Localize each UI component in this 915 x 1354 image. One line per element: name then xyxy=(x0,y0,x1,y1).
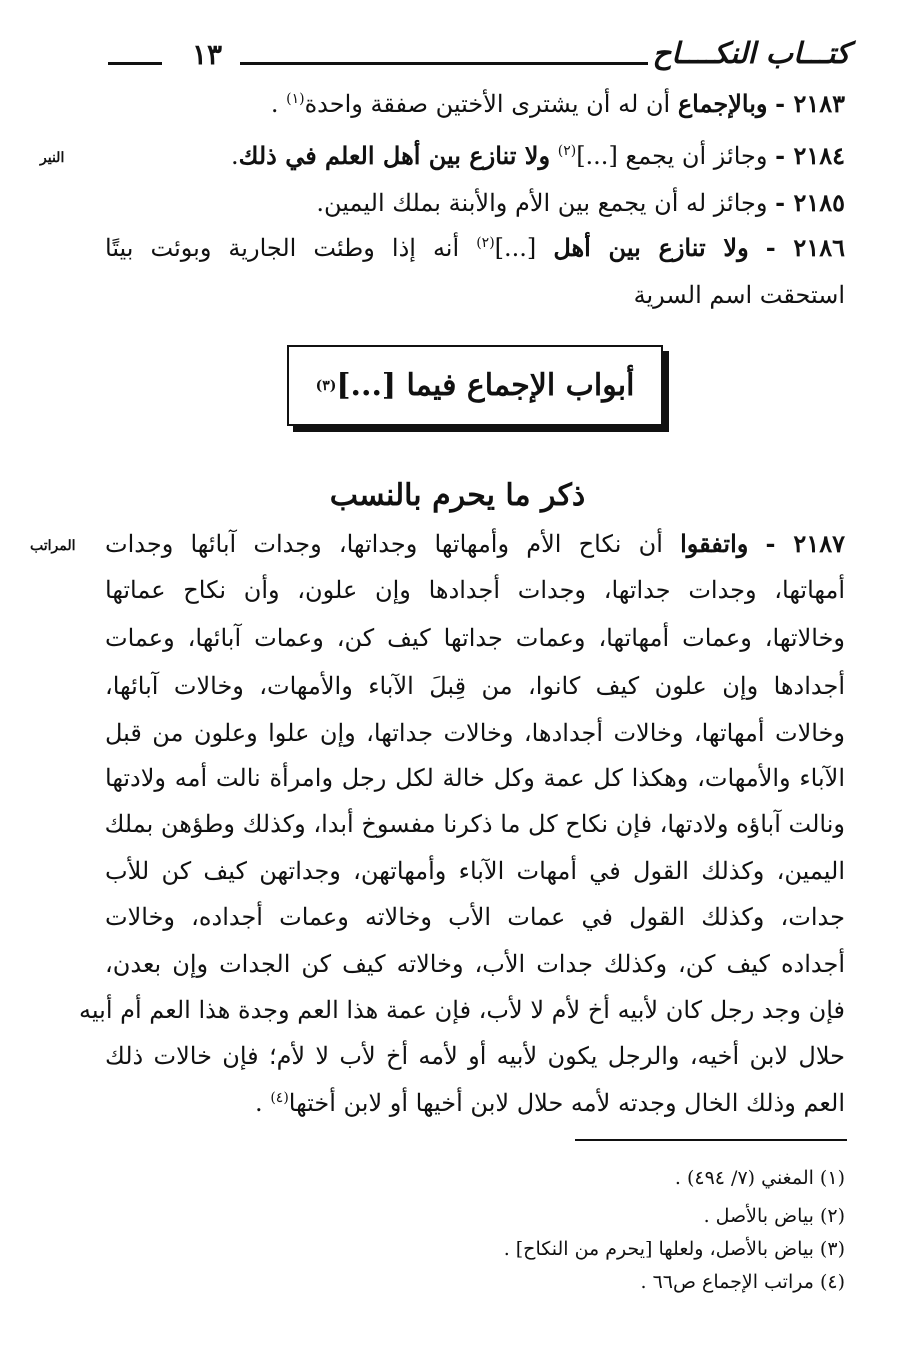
entry-2185 xyxy=(316,189,845,218)
header-rule-middle xyxy=(240,62,648,65)
body-line: الآباء والأمهات، وهكذا كل عمة وكل خالة لكل رجل وامرأة نالت أمه ولادتها xyxy=(105,764,845,792)
entry-2184 xyxy=(231,142,845,171)
footnote-4: (٤) مراتب الإجماع ص٦٦ . xyxy=(640,1271,845,1293)
body-line: أمهاتها، وجدات جداتها، وجدات أجدادها وإن علون، وأن نكاح عماتها xyxy=(105,576,845,604)
body-line: اليمين، وكذلك القول في أمهات الآباء وأمهاتهن، وجداتهن كيف كن للأب xyxy=(105,857,845,885)
body-line-last xyxy=(255,1090,845,1118)
body-line: أجدادها وإن علون كيف كانوا، من قِبلَ الآباء والأمهات، وخالات آبائها، xyxy=(105,672,845,700)
body-line: جدات، وكذلك القول في عمات الأب وخالاته وعمات أجداده، وخالات xyxy=(105,903,845,931)
running-header xyxy=(100,36,850,76)
footnote-ref: (١) xyxy=(286,91,305,107)
body-line: وخالات أمهاتها، وخالات أجدادها، وخالات جداتها، وإن علوا وعلون من قبل xyxy=(105,719,845,747)
entry-number: ٢١٨٦ - xyxy=(765,233,845,262)
entry-number: ٢١٨٣ - xyxy=(775,89,845,118)
section-title: أبواب الإجماع فيما [...] xyxy=(336,368,635,403)
entry-text: أن له أن يشترى الأختين صفقة واحدة xyxy=(304,90,671,118)
entry-bold-text: ولا تنازع بين أهل xyxy=(553,233,749,262)
entry-2186-continuation: استحقت اسم السرية xyxy=(633,281,845,309)
entry-text: أن نكاح الأم وأمهاتها وجداتها، وجدات آبائها وجدات xyxy=(105,530,663,558)
footnote-2: (٢) بياض بالأصل . xyxy=(703,1205,845,1227)
subheading: ذكر ما يحرم بالنسب xyxy=(329,478,586,513)
entry-2187-line-1 xyxy=(105,530,845,559)
entry-bold-text: واتفقوا xyxy=(680,529,749,558)
body-line: حلال لابن أخيه، والرجل يكون لأبيه أو لأمه أخ لأب لا لأم؛ فإن خالات ذلك xyxy=(105,1042,845,1070)
entry-number: ٢١٨٧ - xyxy=(765,529,845,558)
entry-tail: أنه إذا وطئت الجارية وبوئت بيتًا xyxy=(105,234,460,262)
entry-number: ٢١٨٥ - xyxy=(775,188,845,217)
footnote-ref: (٤) xyxy=(270,1090,289,1106)
margin-note-maratib: المراتب xyxy=(30,538,76,554)
entry-bold-text: ولا تنازع بين أهل العلم في ذلك xyxy=(238,141,551,170)
body-line: ونالت آباؤه ولادتها، فإن نكاح كل ما ذكرنا مفسوخ أبدا، وكذلك وطؤهن بملك xyxy=(104,810,845,838)
footnote-ref: (٢) xyxy=(557,143,577,159)
entry-tail: . xyxy=(270,90,279,118)
footnote-3: (٣) بياض بالأصل، ولعلها [يحرم من النكاح] . xyxy=(503,1238,845,1260)
entry-text: [...] xyxy=(494,234,537,262)
entry-text: وجائز له أن يجمع بين الأم والأبنة بملك اليمين. xyxy=(316,189,768,217)
entry-text: العم وذلك الخال وجدته لأمه حلال لابن أخيها أو لابن أختها xyxy=(288,1089,845,1117)
footnote-ref: (٢) xyxy=(476,235,495,251)
footnote-1: (١) المغني (٧/ ٤٩٤) . xyxy=(674,1167,845,1189)
footnote-separator xyxy=(575,1139,847,1141)
body-line: وخالاتها، وعمات أمهاتها، وعمات جداتها كيف كن، وعمات آبائها، وعمات xyxy=(105,624,845,652)
book-title: كتـــاب النكــــاح xyxy=(652,36,850,70)
entry-number: ٢١٨٤ - xyxy=(775,141,845,170)
entry-text: وجائز أن يجمع [...] xyxy=(576,142,768,170)
entry-2183 xyxy=(271,90,845,119)
body-line: فإن وجد رجل كان لأبيه أخ لأم لا لأب، فإن عمة هذا العم وجدة هذا العم أم أبيه xyxy=(79,996,845,1024)
entry-2186 xyxy=(105,234,845,263)
header-rule-left xyxy=(108,62,162,65)
margin-note-nayyir: النير xyxy=(40,150,65,166)
section-title-box: أبواب الإجماع فيما [...] (٣) xyxy=(287,345,663,426)
body-line: أجداده كيف كن، وكذلك جدات الأب، وخالاته كيف كن الجدات وإن بعدن، xyxy=(105,950,845,978)
entry-tail: . xyxy=(255,1089,263,1117)
entry-bold-text: وبالإجماع xyxy=(677,89,768,118)
page-number: ١٣ xyxy=(192,38,223,71)
entry-tail: . xyxy=(231,142,239,170)
